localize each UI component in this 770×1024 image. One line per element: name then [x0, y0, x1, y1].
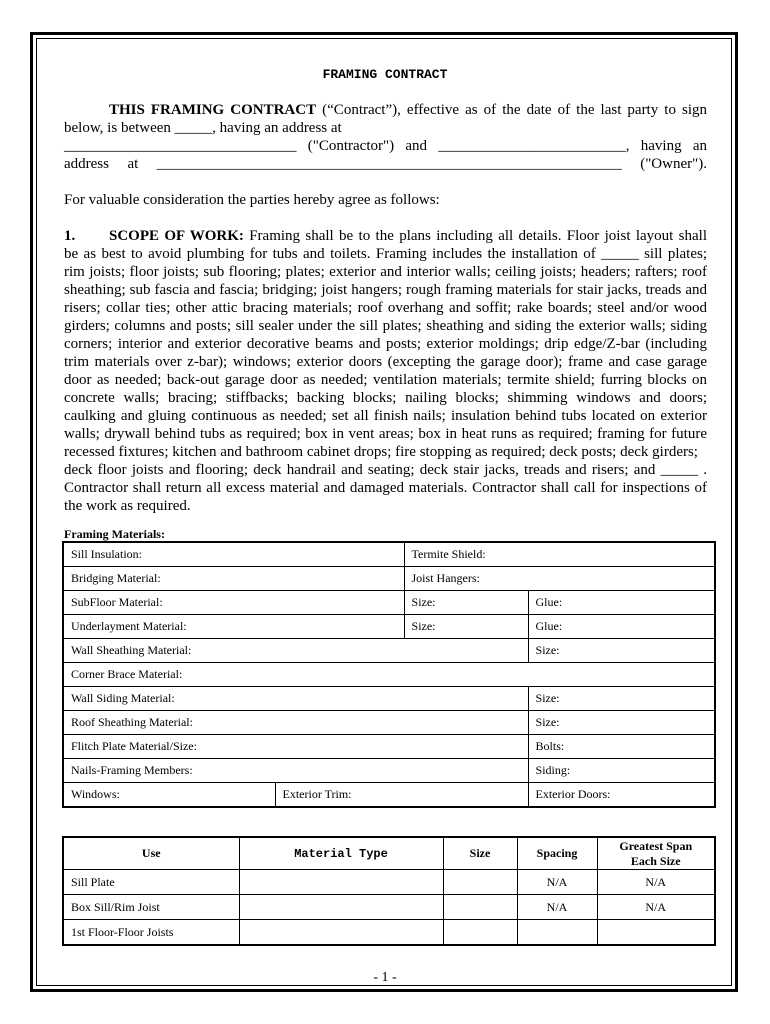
- termite-shield-field[interactable]: Termite Shield:: [404, 542, 715, 567]
- table-row: [63, 895, 715, 920]
- table-row: [63, 711, 715, 735]
- sill-insulation-field[interactable]: Sill Insulation:: [63, 542, 404, 567]
- material-cell[interactable]: [239, 895, 443, 920]
- bolts-field[interactable]: Bolts:: [528, 735, 715, 759]
- section-1-last-line: [64, 461, 707, 479]
- use-cell: Box Sill/Rim Joist: [63, 895, 239, 920]
- intro-line-3: [64, 137, 707, 155]
- table-row: [63, 663, 715, 687]
- intro-line-1-text: (“Contract”), effective as of the date of the last party to sign: [316, 102, 707, 118]
- additional-items-blank[interactable]: _____: [660, 462, 699, 478]
- wall-sheathing-field[interactable]: Wall Sheathing Material:: [63, 639, 528, 663]
- sill-plates-blank[interactable]: _____: [601, 246, 639, 262]
- table-row: [63, 542, 715, 567]
- greatest-span-header: [597, 837, 715, 870]
- intro-line-4-text: address at: [64, 156, 157, 172]
- windows-field[interactable]: Windows:: [63, 783, 275, 808]
- owner-label: ("Owner").: [621, 156, 707, 172]
- table-row: [63, 567, 715, 591]
- table-row: [63, 920, 715, 946]
- spacing-header: Spacing: [517, 837, 597, 870]
- owner-name-blank[interactable]: _________________________: [438, 138, 626, 154]
- exterior-doors-field[interactable]: Exterior Doors:: [528, 783, 715, 808]
- spacing-cell[interactable]: [517, 920, 597, 946]
- section-1-line-1: [64, 227, 707, 245]
- intro-line-1: [64, 101, 707, 119]
- section-1-line-2: [64, 245, 707, 263]
- use-cell: Sill Plate: [63, 870, 239, 895]
- section-1-text-b: be as best to avoid plumbing for tubs and toilets. Framing includes the installation of: [64, 246, 602, 262]
- wall-siding-size-field[interactable]: Size:: [528, 687, 715, 711]
- span-cell[interactable]: [597, 920, 715, 946]
- consideration-text: For valuable consideration the parties hereby agree as follows:: [64, 192, 440, 208]
- intro-blank-1[interactable]: _____: [174, 120, 213, 136]
- wall-sheathing-size-field[interactable]: Size:: [528, 639, 715, 663]
- contractor-blank[interactable]: _______________________________: [64, 138, 297, 154]
- greatest-span-line-2: Each Size: [630, 853, 681, 868]
- greatest-span-line-1: Greatest Span: [619, 838, 693, 853]
- table-row: [63, 639, 715, 663]
- intro-line-3-end: , having an: [625, 138, 708, 154]
- page-number: - 1 -: [373, 970, 397, 985]
- nails-framing-field[interactable]: Nails-Framing Members:: [63, 759, 528, 783]
- spacing-cell: N/A: [517, 895, 597, 920]
- contractor-label: ("Contractor") and: [296, 138, 439, 154]
- material-type-header: Material Type: [239, 837, 443, 870]
- size-cell[interactable]: [443, 870, 517, 895]
- span-cell: N/A: [597, 870, 715, 895]
- framing-materials-caption: Framing Materials:: [64, 527, 165, 541]
- joist-hangers-field[interactable]: Joist Hangers:: [404, 567, 715, 591]
- subfloor-glue-field[interactable]: Glue:: [528, 591, 715, 615]
- siding-field[interactable]: Siding:: [528, 759, 715, 783]
- table-row: [63, 735, 715, 759]
- intro-line-2: [64, 119, 707, 137]
- roof-sheathing-size-field[interactable]: Size:: [528, 711, 715, 735]
- underlayment-size-field[interactable]: Size:: [404, 615, 528, 639]
- owner-address-blank[interactable]: ______________________________________________________________: [156, 156, 622, 172]
- subfloor-material-field[interactable]: SubFloor Material:: [63, 591, 404, 615]
- section-1-text-c: sill plates;: [638, 246, 707, 262]
- document-title: FRAMING CONTRACT: [322, 67, 448, 82]
- exterior-trim-field[interactable]: Exterior Trim:: [275, 783, 528, 808]
- material-cell[interactable]: [239, 920, 443, 946]
- intro-line-4: [64, 155, 707, 173]
- material-cell[interactable]: [239, 870, 443, 895]
- section-1-number: 1.: [64, 228, 76, 244]
- table-row: [63, 783, 715, 808]
- flitch-plate-field[interactable]: Flitch Plate Material/Size:: [63, 735, 528, 759]
- intro-bold-title: THIS FRAMING CONTRACT: [109, 102, 317, 118]
- section-1-body: rim joists; floor joists; sub flooring; plates; exterior and interior walls; ceiling joists; headers; rafters; roof sheathing; sub fascia and fascia; bridging; joist hangers; rough framing materials for stair jacks, treads and risers; collar ties; other attic bracing materials; roof overhang and soffit; rake boards; steel and/or wood girders; columns and posts; sill sealer under the sill plates; sheathing and siding the exterior walls; siding corners; interior and exterior decorative beams and posts; exterior moldings; drip edge/Z-bar (including trim materials over z-bar); windows; exterior doors (excepting the garage door); frame and case garage door as needed; back-out garage door as needed; ventilation materials; termite shield; furring blocks on concrete walls; bracing; stiffbacks; backing blocks; nailing blocks; shimming windows and doors; caulking and gluing continuous as needed; set all finish nails; insulation behind tubs located on exterior walls; drywall behind tubs as required; box in vent areas; box in heat runs as required; framing for future recessed fixtures; kitchen and bathroom cabinet drops; fire stopping as required; deck posts; deck girders;: [64, 264, 707, 460]
- table-row: [63, 870, 715, 895]
- corner-brace-field[interactable]: Corner Brace Material:: [63, 663, 715, 687]
- underlayment-glue-field[interactable]: Glue:: [528, 615, 715, 639]
- use-spec-table: [62, 836, 716, 946]
- section-1-text-d: deck floor joists and flooring; deck handrail and seating; deck stair jacks, treads and risers; and: [64, 462, 661, 478]
- subfloor-size-field[interactable]: Size:: [404, 591, 528, 615]
- spacing-cell: N/A: [517, 870, 597, 895]
- table-header-row: [63, 837, 715, 870]
- use-cell: 1st Floor-Floor Joists: [63, 920, 239, 946]
- section-1-heading: SCOPE OF WORK:: [109, 228, 244, 244]
- section-1-text-a: Framing shall be to the plans including all details. Floor joist layout shall: [243, 228, 707, 244]
- roof-sheathing-field[interactable]: Roof Sheathing Material:: [63, 711, 528, 735]
- intro-line-2-text: below, is between: [64, 120, 175, 136]
- table-row: [63, 615, 715, 639]
- bridging-material-field[interactable]: Bridging Material:: [63, 567, 404, 591]
- size-cell[interactable]: [443, 920, 517, 946]
- intro-line-2-end: , having an address at: [212, 120, 342, 136]
- table-row: [63, 591, 715, 615]
- size-header: Size: [443, 837, 517, 870]
- table-row: [63, 687, 715, 711]
- section-1-text-e: .: [698, 462, 707, 478]
- wall-siding-field[interactable]: Wall Siding Material:: [63, 687, 528, 711]
- table-row: [63, 759, 715, 783]
- underlayment-material-field[interactable]: Underlayment Material:: [63, 615, 404, 639]
- framing-materials-table: [62, 541, 716, 808]
- section-1-closing: Contractor shall return all excess material and damaged materials. Contractor shall call for inspections of the work as required.: [64, 480, 707, 514]
- span-cell: N/A: [597, 895, 715, 920]
- size-cell[interactable]: [443, 895, 517, 920]
- use-header: Use: [63, 837, 239, 870]
